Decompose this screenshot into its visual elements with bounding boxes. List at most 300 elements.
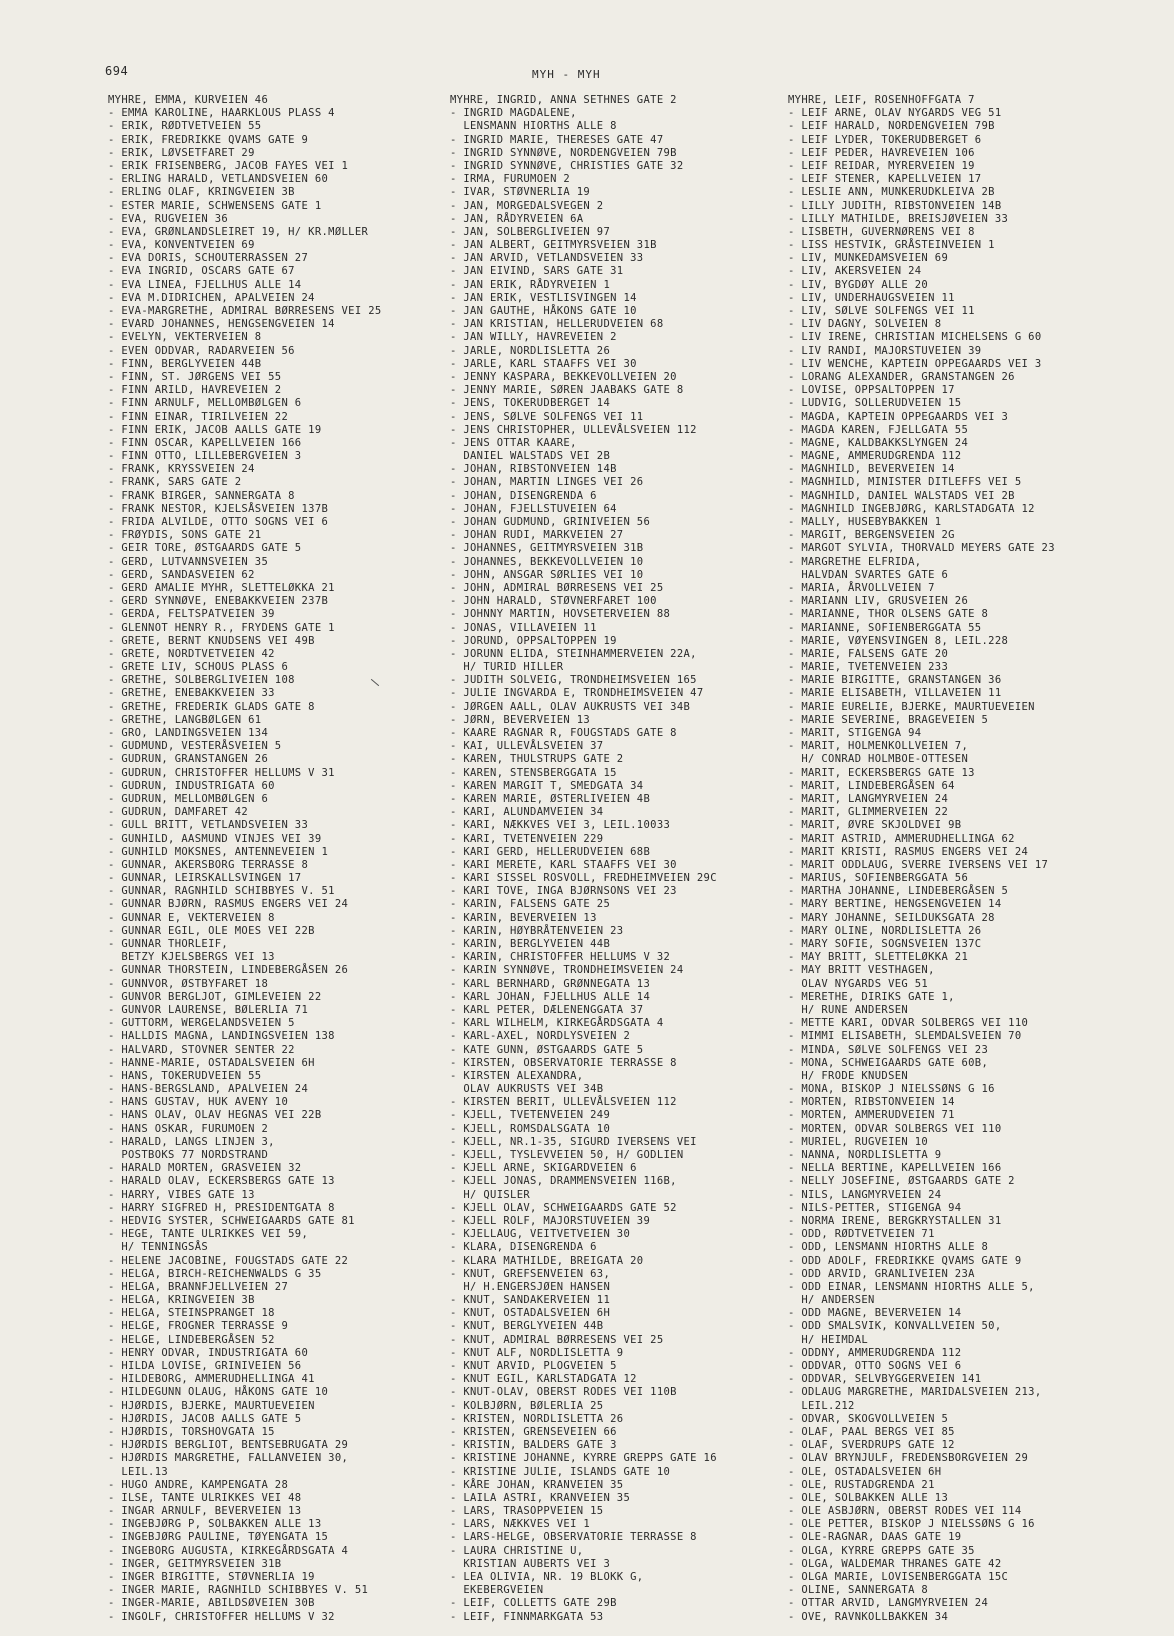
directory-entry: - MARIE, TVETENVEIEN 233 <box>788 661 949 674</box>
directory-entry: - LISBETH, GUVERNØRENS VEI 8 <box>788 225 975 238</box>
directory-entry: - KNUT, SANDAKERVEIEN 11 <box>450 1294 611 1307</box>
directory-entry: - LEIF REIDAR, MYRERVEIEN 19 <box>788 159 975 172</box>
directory-entry: - GUNNAR EGIL, OLE MOES VEI 22B <box>108 924 315 937</box>
directory-entry: - JORUNN ELIDA, STEINHAMMERVEIEN 22A, <box>450 647 697 660</box>
directory-entry: - ERIK, FREDRIKKE QVAMS GATE 9 <box>108 133 309 146</box>
directory-entry: - OLAF, PAAL BERGS VEI 85 <box>788 1425 955 1438</box>
directory-entry: - KARIN SYNNØVE, TRONDHEIMSVEIEN 24 <box>450 964 684 977</box>
directory-entry: - KNUT, ADMIRAL BØRRESENS VEI 25 <box>450 1333 664 1346</box>
directory-entry: - OLE, OSTADALSVEIEN 6H <box>788 1465 942 1478</box>
directory-entry: - KNUT, GREFSENVEIEN 63, <box>450 1267 611 1280</box>
directory-entry: - JUDITH SOLVEIG, TRONDHEIMSVEIEN 165 <box>450 674 697 687</box>
directory-entry: - KARI MERETE, KARL STAAFFS VEI 30 <box>450 858 677 871</box>
directory-entry: - INGEBJØRG PAULINE, TØYENGATA 15 <box>108 1531 329 1544</box>
directory-entry: - ERIK FRISENBERG, JACOB FAYES VEI 1 <box>108 159 349 172</box>
directory-entry: - LAURA CHRISTINE U, <box>450 1544 584 1557</box>
directory-entry: - KARL PETER, DÆLENENGGATA 37 <box>450 1003 644 1016</box>
directory-entry: - FINN ARNULF, MELLOMBØLGEN 6 <box>108 397 302 410</box>
directory-entry: - GUNNAR THORLEIF, <box>108 938 229 950</box>
directory-entry: MYHRE, LEIF, ROSENHOFFGATA 7 <box>788 94 975 106</box>
directory-entry: - EVA, RUGVEIEN 36 <box>108 212 229 225</box>
directory-entry: - KRISTIN, BALDERS GATE 3 <box>450 1439 617 1452</box>
directory-entry: - OLGA, WALDEMAR THRANES GATE 42 <box>788 1557 1002 1570</box>
directory-entry: - EVA INGRID, OSCARS GATE 67 <box>108 265 295 278</box>
directory-entry: - JOHAN, RIBSTONVEIEN 14B <box>450 463 617 476</box>
directory-entry: - OLAF, SVERDRUPS GATE 12 <box>788 1439 955 1452</box>
directory-entry: - GRETHE, LANGBØLGEN 61 <box>108 713 262 726</box>
directory-entry: - KNUT ALF, NORDLISLETTA 9 <box>450 1346 624 1359</box>
directory-entry: - HARALD OLAV, ECKERSBERGS GATE 13 <box>108 1175 335 1188</box>
directory-entry: - MORTEN, RIBSTONVEIEN 14 <box>788 1096 955 1109</box>
directory-entry: - MARIE SEVERINE, BRAGEVEIEN 5 <box>788 713 989 726</box>
directory-entry: - JENNY KASPARA, BEKKEVOLLVEIEN 20 <box>450 370 677 383</box>
directory-entry: - JARLE, NORDLISLETTA 26 <box>450 344 611 357</box>
directory-entry: - JOHN, ADMIRAL BØRRESENS VEI 25 <box>450 581 664 594</box>
directory-entry: - KAARE RAGNAR R, FOUGSTADS GATE 8 <box>450 727 677 739</box>
directory-entry: - ODDVAR, OTTO SOGNS VEI 6 <box>788 1360 962 1372</box>
directory-entry: - OLE-RAGNAR, DAAS GATE 19 <box>788 1531 962 1544</box>
directory-entry: - KNUT ARVID, PLOGVEIEN 5 <box>450 1360 617 1372</box>
directory-entry: - MARIE, FALSENS GATE 20 <box>788 647 949 660</box>
directory-entry: - ODDNY, AMMERUDGRENDA 112 <box>788 1346 962 1359</box>
page-header: MYH - MYH <box>532 68 601 81</box>
directory-entry: - GUDRUN, CHRISTOFFER HELLUMS V 31 <box>108 766 335 779</box>
directory-entry: - KJELL, TYSLEVVEIEN 50, H/ GODLIEN <box>450 1149 684 1161</box>
directory-entry: - GERDA, FELTSPATVEIEN 39 <box>108 608 275 621</box>
directory-entry: - HANS OLAV, OLAV HEGNAS VEI 22B <box>108 1109 322 1122</box>
directory-entry: - INGRID SYNNØVE, NORDENGVEIEN 79B <box>450 146 677 159</box>
directory-entry: - GRETE, BERNT KNUDSENS VEI 49B <box>108 634 315 647</box>
directory-entry: - GUNVOR BERGLJOT, GIMLEVEIEN 22 <box>108 990 322 1003</box>
directory-entry: - LIV DAGNY, SOLVEIEN 8 <box>788 318 942 331</box>
directory-entry: - MAGNHILD, BEVERVEIEN 14 <box>788 463 955 476</box>
directory-entry: - JAN WILLY, HAVREVEIEN 2 <box>450 331 617 344</box>
directory-entry: - NELLY JOSEFINE, ØSTGAARDS GATE 2 <box>788 1175 1015 1188</box>
directory-entry: - KOLBJØRN, BØLERLIA 25 <box>450 1399 604 1412</box>
directory-entry: - GRETE LIV, SCHOUS PLASS 6 <box>108 661 289 674</box>
directory-entry: H/ HEIMDAL <box>788 1333 869 1346</box>
directory-entry: H/ RUNE ANDERSEN <box>788 1003 909 1016</box>
directory-entry: - KRISTEN, GRENSEVEIEN 66 <box>450 1425 617 1438</box>
directory-entry: - ODD EINAR, LENSMANN HIORTHS ALLE 5, <box>788 1280 1035 1293</box>
directory-entry: - FINN EINAR, TIRILVEIEN 22 <box>108 410 289 423</box>
directory-entry: - JULIE INGVARDA E, TRONDHEIMSVEIEN 47 <box>450 687 704 700</box>
directory-entry: - JENS CHRISTOPHER, ULLEVÅLSVEIEN 112 <box>450 423 697 436</box>
directory-entry: - MARIT, GLIMMERVEIEN 22 <box>788 806 949 819</box>
directory-entry: - ODLAUG MARGRETHE, MARIDALSVEIEN 213, <box>788 1386 1042 1399</box>
directory-entry: - MAY BRITT, SLETTELØKKA 21 <box>788 951 969 964</box>
directory-entry: - MERETHE, DIRIKS GATE 1, <box>788 990 955 1003</box>
directory-entry: - MAGNHILD, MINISTER DITLEFFS VEI 5 <box>788 476 1022 489</box>
directory-column-left <box>108 94 382 1624</box>
directory-entry: - EVA LINEA, FJELLHUS ALLE 14 <box>108 278 302 291</box>
directory-entry: - INGOLF, CHRISTOFFER HELLUMS V 32 <box>108 1610 335 1623</box>
directory-entry: - OLGA, KYRRE GREPPS GATE 35 <box>788 1544 975 1557</box>
directory-entry: - OLE ASBJØRN, OBERST RODES VEI 114 <box>788 1505 1022 1518</box>
directory-entry: - MONA, BISKOP J NIELSSØNS G 16 <box>788 1083 995 1096</box>
directory-entry: - MALLY, HUSEBYBAKKEN 1 <box>788 516 942 528</box>
directory-entry: - FINN, BERGLYVEIEN 44B <box>108 357 262 370</box>
directory-entry: - FINN OSCAR, KAPELLVEIEN 166 <box>108 436 302 449</box>
directory-entry: - KJELL OLAV, SCHWEIGAARDS GATE 52 <box>450 1201 677 1214</box>
directory-entry: - JONAS, VILLAVEIEN 11 <box>450 621 597 634</box>
directory-entry: H/ QUISLER <box>450 1188 531 1201</box>
directory-entry: - KJELL ARNE, SKIGARDVEIEN 6 <box>450 1162 637 1175</box>
directory-entry: - KARIN, FALSENS GATE 25 <box>450 898 611 911</box>
directory-entry: - KARIN, BERGLYVEIEN 44B <box>450 938 611 950</box>
directory-entry: - NILS, LANGMYRVEIEN 24 <box>788 1188 942 1201</box>
directory-entry: - HELGA, BRANNFJELLVEIEN 27 <box>108 1280 289 1293</box>
directory-entry: - GUNNAR BJØRN, RASMUS ENGERS VEI 24 <box>108 898 349 911</box>
directory-entry: - MARIT, STIGENGA 94 <box>788 727 922 739</box>
directory-entry: - JAN ERIK, VESTLISVINGEN 14 <box>450 291 637 304</box>
directory-entry: - FRANK NESTOR, KJELSÅSVEIEN 137B <box>108 502 329 515</box>
directory-entry: - MORTEN, AMMERUDVEIEN 71 <box>788 1109 955 1122</box>
directory-entry: - LARS, NÆKKVES VEI 1 <box>450 1518 591 1531</box>
directory-entry: H/ ANDERSEN <box>788 1294 875 1307</box>
directory-entry: HALVDAN SVARTES GATE 6 <box>788 568 949 581</box>
directory-entry: - ODD, LENSMANN HIORTHS ALLE 8 <box>788 1241 989 1254</box>
directory-entry: - LEIF STENER, KAPELLVEIEN 17 <box>788 173 982 186</box>
directory-entry: - KRISTINE JULIE, ISLANDS GATE 10 <box>450 1465 671 1478</box>
directory-entry: - HEGE, TANTE ULRIKKES VEI 59, <box>108 1228 309 1241</box>
directory-entry: - KARI TOVE, INGA BJØRNSONS VEI 23 <box>450 885 677 898</box>
directory-entry: - KNUT EGIL, KARLSTADGATA 12 <box>450 1373 637 1386</box>
directory-entry: - GUNHILD MOKSNES, ANTENNEVEIEN 1 <box>108 845 329 858</box>
directory-entry: - MARIT, ECKERSBERGS GATE 13 <box>788 766 975 779</box>
directory-entry: - OTTAR ARVID, LANGMYRVEIEN 24 <box>788 1597 989 1610</box>
directory-entry: - LEIF, COLLETTS GATE 29B <box>450 1597 617 1610</box>
directory-entry: - MARIANN LIV, GRUSVEIEN 26 <box>788 595 969 608</box>
directory-entry: - JAN ALBERT, GEITMYRSVEIEN 31B <box>450 239 657 252</box>
directory-entry: - JAN EIVIND, SARS GATE 31 <box>450 265 624 278</box>
directory-entry: - HILDEGUNN OLAUG, HÅKONS GATE 10 <box>108 1386 329 1399</box>
directory-entry: - KJELL JONAS, DRAMMENSVEIEN 116B, <box>450 1175 677 1188</box>
directory-entry: - KAREN MARGIT T, SMEDGATA 34 <box>450 779 644 792</box>
directory-entry: - LEIF ARNE, OLAV NYGARDS VEG 51 <box>788 107 1002 120</box>
directory-entry: - MARIT ODDLAUG, SVERRE IVERSENS VEI 17 <box>788 858 1049 871</box>
directory-entry: - KARI SISSEL ROSVOLL, FREDHEIMVEIEN 29C <box>450 872 717 885</box>
directory-entry: - KARI GERD, HELLERUDVEIEN 68B <box>450 845 651 858</box>
directory-entry: - INGER BIRGITTE, STØVNERLIA 19 <box>108 1571 315 1583</box>
directory-entry: - KAREN, THULSTRUPS GATE 2 <box>450 753 624 766</box>
directory-entry: - JENS OTTAR KAARE, <box>450 436 577 449</box>
directory-entry: - KJELL, TVETENVEIEN 249 <box>450 1109 611 1122</box>
directory-entry: - INGRID MARIE, THERESES GATE 47 <box>450 133 664 146</box>
directory-entry: - HUGO ANDRE, KAMPENGATA 28 <box>108 1478 289 1491</box>
directory-entry: - KIRSTEN, OBSERVATORIE TERRASSE 8 <box>450 1056 677 1069</box>
directory-entry: - HANS-BERGSLAND, APALVEIEN 24 <box>108 1083 309 1096</box>
directory-entry: - MAGNHILD INGEBJØRG, KARLSTADGATA 12 <box>788 502 1035 515</box>
directory-entry: - MARGOT SYLVIA, THORVALD MEYERS GATE 23 <box>788 542 1055 555</box>
directory-entry: - HELGA, KRINGVEIEN 3B <box>108 1294 255 1307</box>
directory-entry: - HARALD, LANGS LINJEN 3, <box>108 1135 275 1148</box>
directory-entry: - ODVAR, SKOGVOLLVEIEN 5 <box>788 1412 949 1425</box>
directory-entry: - JAN ARVID, VETLANDSVEIEN 33 <box>450 252 644 265</box>
directory-entry: - GULL BRITT, VETLANDSVEIEN 33 <box>108 819 309 832</box>
directory-entry: - KARL JOHAN, FJELLHUS ALLE 14 <box>450 990 651 1003</box>
directory-entry: - MARIUS, SOFIENBERGGATA 56 <box>788 872 969 885</box>
directory-entry: H/ TENNINGSÅS <box>108 1241 209 1254</box>
directory-entry: - LIV IRENE, CHRISTIAN MICHELSENS G 60 <box>788 331 1042 344</box>
directory-entry: - LEIF LYDER, TOKERUDBERGET 6 <box>788 133 982 146</box>
directory-entry: - LEIF, FINNMARKGATA 53 <box>450 1610 604 1623</box>
directory-entry: - HALVARD, STOVNER SENTER 22 <box>108 1043 295 1056</box>
directory-entry: - JOHAN, MARTIN LINGES VEI 26 <box>450 476 644 489</box>
directory-entry: - MONA, SCHWEIGAARDS GATE 60B, <box>788 1056 989 1069</box>
directory-entry: - MAGDA, KAPTEIN OPPEGAARDS VEI 3 <box>788 410 1009 423</box>
directory-entry: - GERD, LUTVANNSVEIEN 35 <box>108 555 269 568</box>
directory-entry: - FRANK, SARS GATE 2 <box>108 476 242 489</box>
directory-entry: - MARIANNE, THOR OLSENS GATE 8 <box>788 608 989 621</box>
directory-entry: - KNUT, BERGLYVEIEN 44B <box>450 1320 604 1333</box>
directory-entry: - KAREN MARIE, ØSTERLIVEIEN 4B <box>450 792 651 805</box>
directory-entry: - OVE, RAVNKOLLBAKKEN 34 <box>788 1610 949 1623</box>
directory-entry: - EVA, GRØNLANDSLEIRET 19, H/ KR.MØLLER <box>108 225 369 238</box>
directory-entry: - ODDVAR, SELVBYGGERVEIEN 141 <box>788 1373 982 1386</box>
directory-entry: - KJELL, NR.1-35, SIGURD IVERSENS VEI <box>450 1135 697 1148</box>
directory-entry: - MAGNE, KALDBAKKSLYNGEN 24 <box>788 436 969 449</box>
directory-entry: - GERD AMALIE MYHR, SLETTELØKKA 21 <box>108 581 335 594</box>
directory-entry: - FINN, ST. JØRGENS VEI 55 <box>108 370 282 383</box>
directory-entry: - HANS GUSTAV, HUK AVENY 10 <box>108 1096 289 1109</box>
directory-entry: - JØRGEN AALL, OLAV AUKRUSTS VEI 34B <box>450 700 691 713</box>
directory-entry: H/ CONRAD HOLMBOE-OTTESEN <box>788 753 969 766</box>
directory-entry: - INGRID MAGDALENE, <box>450 107 577 120</box>
directory-entry: - LIV RANDI, MAJORSTUVEIEN 39 <box>788 344 982 357</box>
directory-entry: - LILLY JUDITH, RIBSTONVEIEN 14B <box>788 199 1002 212</box>
directory-entry: - NORMA IRENE, BERGKRYSTALLEN 31 <box>788 1214 1002 1227</box>
directory-entry: - JØRN, BEVERVEIEN 13 <box>450 713 591 726</box>
directory-entry: MYHRE, INGRID, ANNA SETHNES GATE 2 <box>450 94 677 106</box>
directory-entry: - INGER, GEITMYRSVEIEN 31B <box>108 1557 282 1570</box>
directory-entry: - KÅRE JOHAN, KRANVEIEN 35 <box>450 1478 624 1491</box>
directory-entry: - KARI, ALUNDAMVEIEN 34 <box>450 806 604 819</box>
directory-entry: - KNUT, OSTADALSVEIEN 6H <box>450 1307 611 1320</box>
directory-entry: - ODD ARVID, GRANLIVEIEN 23A <box>788 1267 975 1280</box>
directory-entry: - JOHANNES, GEITMYRSVEIEN 31B <box>450 542 644 555</box>
directory-entry: - LARS, TRASOPPVEIEN 15 <box>450 1505 604 1518</box>
directory-entry: - KARIN, HØYBRÅTENVEIEN 23 <box>450 924 624 937</box>
directory-entry: - HANS, TOKERUDVEIEN 55 <box>108 1069 262 1082</box>
directory-entry: - LEIF HARALD, NORDENGVEIEN 79B <box>788 120 995 133</box>
directory-entry: - GRO, LANDINGSVEIEN 134 <box>108 727 269 739</box>
directory-entry: - MAY BRITT VESTHAGEN, <box>788 964 935 977</box>
directory-entry: - GUNHILD, AASMUND VINJES VEI 39 <box>108 832 322 845</box>
directory-entry: - JAN, SOLBERGLIVEIEN 97 <box>450 225 611 238</box>
directory-entry: - HANNE-MARIE, OSTADALSVEIEN 6H <box>108 1056 315 1069</box>
directory-entry: - MARY BERTINE, HENGSENGVEIEN 14 <box>788 898 1002 911</box>
directory-entry: - INGEBJØRG P, SOLBAKKEN ALLE 13 <box>108 1518 322 1531</box>
directory-entry: - MARY JOHANNE, SEILDUKSGATA 28 <box>788 911 995 924</box>
directory-entry: - GRETHE, ENEBAKKVEIEN 33 <box>108 687 275 700</box>
directory-entry: - IRMA, FURUMOEN 2 <box>450 173 571 186</box>
directory-entry: - EVA M.DIDRICHEN, APALVEIEN 24 <box>108 291 315 304</box>
directory-entry: - NILS-PETTER, STIGENGA 94 <box>788 1201 962 1214</box>
directory-entry: - LESLIE ANN, MUNKERUDKLEIVA 2B <box>788 186 995 199</box>
directory-entry: EKEBERGVEIEN <box>450 1584 544 1597</box>
directory-entry: H/ TURID HILLER <box>450 661 564 674</box>
directory-entry: - KATE GUNN, ØSTGAARDS GATE 5 <box>450 1043 644 1056</box>
directory-entry: - LEA OLIVIA, NR. 19 BLOKK G, <box>450 1571 644 1583</box>
directory-entry: - JOHNNY MARTIN, HOVSETERVEIEN 88 <box>450 608 671 621</box>
directory-entry: - MARGRETHE ELFRIDA, <box>788 555 922 568</box>
directory-entry: - GUDMUND, VESTERÅSVEIEN 5 <box>108 740 282 753</box>
directory-entry: - FRANK, KRYSSVEIEN 24 <box>108 463 255 476</box>
directory-entry: - KJELLAUG, VEITVETVEIEN 30 <box>450 1228 631 1241</box>
directory-entry: - ODD, RØDTVETVEIEN 71 <box>788 1228 935 1241</box>
directory-entry: - MARIT, LANGMYRVEIEN 24 <box>788 792 949 805</box>
directory-entry: - GUDRUN, INDUSTRIGATA 60 <box>108 779 275 792</box>
directory-entry: - MARIE ELISABETH, VILLAVEIEN 11 <box>788 687 1002 700</box>
page-number: 694 <box>105 64 129 78</box>
directory-entry: - MAGNHILD, DANIEL WALSTADS VEI 2B <box>788 489 1015 502</box>
directory-entry: - HARRY SIGFRED H, PRESIDENTGATA 8 <box>108 1201 335 1214</box>
directory-entry: - HJØRDIS, TORSHOVGATA 15 <box>108 1425 275 1438</box>
directory-entry: - ODD SMALSVIK, KONVALLVEIEN 50, <box>788 1320 1002 1333</box>
directory-entry: - LIV, AKERSVEIEN 24 <box>788 265 922 278</box>
directory-entry: - JENS, TOKERUDBERGET 14 <box>450 397 611 410</box>
directory-entry: - LEIF PEDER, HAVREVEIEN 106 <box>788 146 975 159</box>
directory-entry: - LIV, MUNKEDAMSVEIEN 69 <box>788 252 949 265</box>
directory-entry: - KLARA, DISENGRENDA 6 <box>450 1241 597 1254</box>
directory-entry: - GEIR TORE, ØSTGAARDS GATE 5 <box>108 542 302 555</box>
directory-entry: - GRETE, NORDTVETVEIEN 42 <box>108 647 275 660</box>
directory-entry: - LIV, BYGDØY ALLE 20 <box>788 278 929 291</box>
directory-entry: OLAV NYGARDS VEG 51 <box>788 977 929 990</box>
directory-entry: - JOHAN RUDI, MARKVEIEN 27 <box>450 529 624 542</box>
directory-entry: - GERD, SANDASVEIEN 62 <box>108 568 255 581</box>
directory-entry: - ERIK, LØVSETFARET 29 <box>108 146 255 159</box>
directory-entry: - GERD SYNNØVE, ENEBAKKVEIEN 237B <box>108 595 329 608</box>
directory-entry: - JAN GAUTHE, HÅKONS GATE 10 <box>450 305 637 317</box>
directory-entry: - LORANG ALEXANDER, GRANSTANGEN 26 <box>788 370 1015 383</box>
directory-entry: - ILSE, TANTE ULRIKKES VEI 48 <box>108 1491 302 1504</box>
directory-entry: - MARGIT, BERGENSVEIEN 2G <box>788 529 955 542</box>
directory-entry: - INGAR ARNULF, BEVERVEIEN 13 <box>108 1505 302 1518</box>
directory-entry: - MARIE EURELIE, BJERKE, MAURTUEVEIEN <box>788 700 1035 713</box>
directory-entry: - FINN ARILD, HAVREVEIEN 2 <box>108 384 282 397</box>
directory-entry: - INGER-MARIE, ABILDSØVEIEN 30B <box>108 1597 315 1610</box>
directory-entry: H/ H.ENGERSJØEN HANSEN <box>450 1280 611 1293</box>
directory-entry: - KARL-AXEL, NORDLYSVEIEN 2 <box>450 1030 631 1043</box>
directory-entry: - MAGDA KAREN, FJELLGATA 55 <box>788 423 969 436</box>
directory-entry: - JAN, RÅDYRVEIEN 6A <box>450 212 584 225</box>
directory-entry: - JOHAN, FJELLSTUVEIEN 64 <box>450 502 617 515</box>
directory-entry: H/ FRODE KNUDSEN <box>788 1069 909 1082</box>
directory-entry: - HJØRDIS, BJERKE, MAURTUEVEIEN <box>108 1399 315 1412</box>
directory-entry: - OLE, RUSTADGRENDA 21 <box>788 1478 935 1491</box>
directory-entry: - LOVISE, OPPSALTOPPEN 17 <box>788 384 955 397</box>
directory-entry: - EVA, KONVENTVEIEN 69 <box>108 239 255 252</box>
directory-entry: - IVAR, STØVNERLIA 19 <box>450 186 591 199</box>
directory-entry: - JAN, MORGEDALSVEGEN 2 <box>450 199 604 212</box>
directory-entry: - ERLING HARALD, VETLANDSVEIEN 60 <box>108 173 329 186</box>
directory-entry: - GUNNAR, LEIRSKALLSVINGEN 17 <box>108 872 302 885</box>
directory-entry: - MARIT, HOLMENKOLLVEIEN 7, <box>788 740 969 753</box>
directory-entry: - FRØYDIS, SONS GATE 21 <box>108 529 262 542</box>
directory-entry: - HILDA LOVISE, GRINIVEIEN 56 <box>108 1360 302 1372</box>
directory-entry: - JORUND, OPPSALTOPPEN 19 <box>450 634 617 647</box>
directory-entry: - KRISTEN, NORDLISLETTA 26 <box>450 1412 624 1425</box>
directory-entry: - GUNNAR E, VEKTERVEIEN 8 <box>108 911 275 924</box>
directory-entry: - KARI, TVETENVEIEN 229 <box>450 832 604 845</box>
directory-entry: - FRIDA ALVILDE, OTTO SOGNS VEI 6 <box>108 516 329 528</box>
directory-entry: - GUNNAR THORSTEIN, LINDEBERGÅSEN 26 <box>108 964 349 977</box>
directory-entry: - ODD ADOLF, FREDRIKKE QVAMS GATE 9 <box>788 1254 1022 1267</box>
directory-entry: - LUDVIG, SOLLERUDVEIEN 15 <box>788 397 962 410</box>
directory-entry: - HALLDIS MAGNA, LANDINGSVEIEN 138 <box>108 1030 335 1043</box>
directory-entry: - INGRID SYNNØVE, CHRISTIES GATE 32 <box>450 159 684 172</box>
directory-entry: - LILLY MATHILDE, BREISJØVEIEN 33 <box>788 212 1009 225</box>
directory-entry: LEIL.212 <box>788 1399 855 1412</box>
directory-entry: - HEDVIG SYSTER, SCHWEIGAARDS GATE 81 <box>108 1214 355 1227</box>
directory-entry: - KRISTINE JOHANNE, KYRRE GREPPS GATE 16 <box>450 1452 717 1465</box>
directory-entry: - MARIT, ØVRE SKJOLDVEI 9B <box>788 819 962 832</box>
directory-entry: - METTE KARI, ODVAR SOLBERGS VEI 110 <box>788 1017 1029 1030</box>
directory-entry: - GRETHE, FREDERIK GLADS GATE 8 <box>108 700 315 713</box>
directory-entry: - ODD MAGNE, BEVERVEIEN 14 <box>788 1307 962 1320</box>
directory-entry: - JARLE, KARL STAAFFS VEI 30 <box>450 357 637 370</box>
directory-entry: - HELGE, FROGNER TERRASSE 9 <box>108 1320 289 1333</box>
directory-entry: - MARIT ASTRID, AMMERUDHELLINGA 62 <box>788 832 1015 845</box>
directory-entry: - HELGE, LINDEBERGÅSEN 52 <box>108 1333 275 1346</box>
directory-entry: - HANS OSKAR, FURUMOEN 2 <box>108 1122 269 1135</box>
directory-entry: - EVELYN, VEKTERVEIEN 8 <box>108 331 262 344</box>
directory-entry: - ERIK, RØDTVETVEIEN 55 <box>108 120 262 133</box>
directory-entry: - EVA-MARGRETHE, ADMIRAL BØRRESENS VEI 25 <box>108 305 382 317</box>
directory-entry: - GUDRUN, MELLOMBØLGEN 6 <box>108 792 269 805</box>
directory-entry: - INGEBORG AUGUSTA, KIRKEGÅRDSGATA 4 <box>108 1544 349 1557</box>
directory-entry: - KARI, NÆKKVES VEI 3, LEIL.10033 <box>450 819 671 832</box>
directory-entry: - KAI, ULLEVÅLSVEIEN 37 <box>450 740 604 753</box>
directory-entry: - JENS, SØLVE SOLFENGS VEI 11 <box>450 410 644 423</box>
directory-entry: - MARIA, ÅRVOLLVEIEN 7 <box>788 581 935 594</box>
directory-entry: - INGER MARIE, RAGNHILD SCHIBBYES V. 51 <box>108 1584 369 1597</box>
directory-entry: - MARIANNE, SOFIENBERGGATA 55 <box>788 621 982 634</box>
directory-entry: - ERLING OLAF, KRINGVEIEN 3B <box>108 186 295 199</box>
directory-entry: LEIL.13 <box>108 1465 169 1478</box>
directory-entry: BETZY KJELSBERGS VEI 13 <box>108 951 275 964</box>
directory-entry: - LISS HESTVIK, GRÅSTEINVEIEN 1 <box>788 239 995 252</box>
directory-entry: - NANNA, NORDLISLETTA 9 <box>788 1149 942 1161</box>
directory-entry: - LAILA ASTRI, KRANVEIEN 35 <box>450 1491 631 1504</box>
directory-entry: OLAV AUKRUSTS VEI 34B <box>450 1083 604 1096</box>
directory-entry: - FRANK BIRGER, SANNERGATA 8 <box>108 489 295 502</box>
directory-entry: - KIRSTEN BERIT, ULLEVÅLSVEIEN 112 <box>450 1096 677 1109</box>
directory-entry: - OLE PETTER, BISKOP J NIELSSØNS G 16 <box>788 1518 1035 1531</box>
directory-entry: - HELENE JACOBINE, FOUGSTADS GATE 22 <box>108 1254 349 1267</box>
directory-entry: - MARY OLINE, NORDLISLETTA 26 <box>788 924 982 937</box>
directory-entry: - GLENNOT HENRY R., FRYDENS GATE 1 <box>108 621 335 634</box>
directory-entry: - MARY SOFIE, SOGNSVEIEN 137C <box>788 938 982 950</box>
directory-entry: - KIRSTEN ALEXANDRA, <box>450 1069 584 1082</box>
directory-entry: - JAN KRISTIAN, HELLERUDVEIEN 68 <box>450 318 664 331</box>
directory-entry: - MINDA, SØLVE SOLFENGS VEI 23 <box>788 1043 989 1056</box>
directory-entry: - LIV, SØLVE SOLFENGS VEI 11 <box>788 305 975 317</box>
directory-entry: - JOHANNES, BEKKEVOLLVEIEN 10 <box>450 555 644 568</box>
directory-entry: - EVARD JOHANNES, HENGSENGVEIEN 14 <box>108 318 335 331</box>
directory-entry: - ESTER MARIE, SCHWENSENS GATE 1 <box>108 199 322 212</box>
directory-entry: - JOHAN GUDMUND, GRINIVEIEN 56 <box>450 516 651 528</box>
directory-column-right <box>788 94 1055 1624</box>
directory-entry: - LIV, UNDERHAUGSVEIEN 11 <box>788 291 955 304</box>
directory-entry: - MARIE, VØYENSVINGEN 8, LEIL.228 <box>788 634 1009 647</box>
directory-entry: - HELGA, BIRCH-REICHENWALDS G 35 <box>108 1267 322 1280</box>
directory-entry: - HJØRDIS BERGLIOT, BENTSEBRUGATA 29 <box>108 1439 349 1452</box>
directory-entry: - KLARA MATHILDE, BREIGATA 20 <box>450 1254 644 1267</box>
directory-entry: - GUDRUN, GRANSTANGEN 26 <box>108 753 269 766</box>
